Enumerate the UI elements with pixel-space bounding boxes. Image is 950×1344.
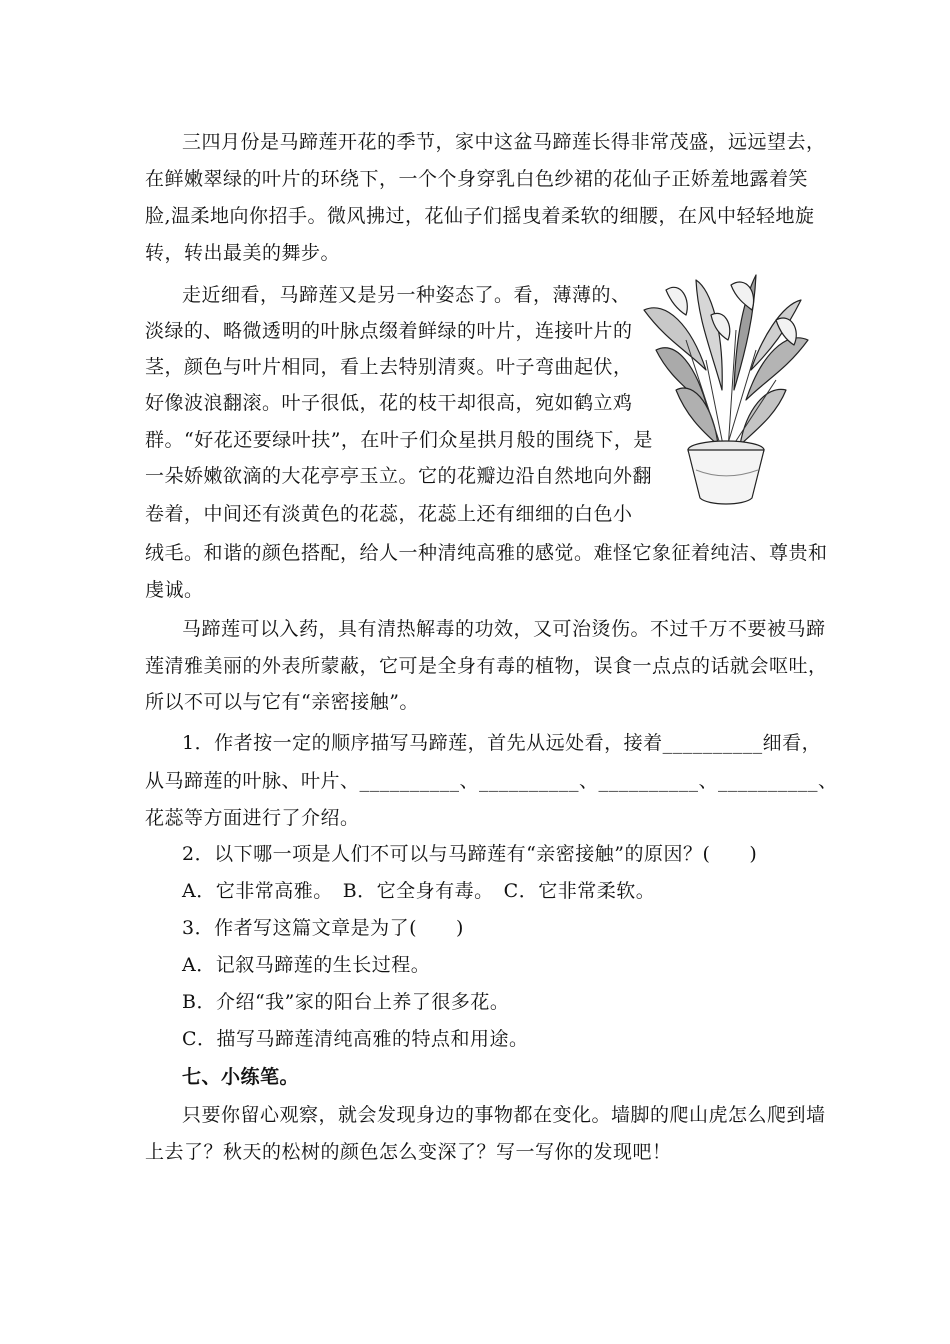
section-7-heading: 七、小练笔。	[182, 1066, 300, 1088]
passage-p2-line-6: 一朵娇嫩欲滴的大花亭亭玉立。它的花瓣边沿自然地向外翻	[145, 465, 653, 487]
question-3-option-a: A．记叙马蹄莲的生长过程。	[182, 954, 431, 976]
passage-p1-line-1: 三四月份是马蹄莲开花的季节，家中这盆马蹄莲长得非常茂盛，远远望去，	[182, 131, 826, 153]
passage-p2-line-7: 卷着，中间还有淡黄色的花蕊，花蕊上还有细细的白色小	[145, 503, 633, 525]
passage-p3-line-1: 马蹄莲可以入药，具有清热解毒的功效，又可治烫伤。不过千万不要被马蹄	[182, 618, 826, 640]
question-1-line-3: 花蕊等方面进行了介绍。	[145, 807, 360, 829]
passage-p2-line-9: 虔诚。	[145, 579, 204, 601]
question-2-stem: 2．以下哪一项是人们不可以与马蹄莲有“亲密接触”的原因？( )	[182, 843, 758, 865]
passage-p1-line-4: 转，转出最美的舞步。	[145, 242, 341, 264]
section-7-body-line-2: 上去了？秋天的松树的颜色怎么变深了？写一写你的发现吧！	[145, 1141, 672, 1163]
question-3-stem: 3．作者写这篇文章是为了( )	[182, 917, 464, 939]
question-1-line-2: 从马蹄莲的叶脉、叶片、__________、__________、__________、__________、	[145, 770, 838, 792]
passage-p2-line-2: 淡绿的、略微透明的叶脉点缀着鲜绿的叶片，连接叶片的	[145, 320, 633, 342]
potted-calla-lily-illustration	[636, 270, 816, 515]
question-3-option-c: C．描写马蹄莲清纯高雅的特点和用途。	[182, 1028, 529, 1050]
section-7-body-line-1: 只要你留心观察，就会发现身边的事物都在变化。墙脚的爬山虎怎么爬到墙	[182, 1104, 826, 1126]
passage-p2-line-1: 走近细看，马蹄莲又是另一种姿态了。看，薄薄的、	[182, 284, 631, 306]
passage-p3-line-2: 莲清雅美丽的外表所蒙蔽，它可是全身有毒的植物，误食一点点的话就会呕吐，	[145, 655, 828, 677]
question-3-option-b: B．介绍“我”家的阳台上养了很多花。	[182, 991, 510, 1013]
passage-p3-line-3: 所以不可以与它有“亲密接触”。	[145, 691, 419, 713]
question-1-line-1: 1．作者按一定的顺序描写马蹄莲，首先从远处看，接着__________细看，	[182, 732, 822, 754]
passage-p2-line-5: 群。“好花还要绿叶扶”，在叶子们众星拱月般的围绕下，是	[145, 429, 653, 451]
passage-p2-line-3: 茎，颜色与叶片相同，看上去特别清爽。叶子弯曲起伏，	[145, 356, 633, 378]
passage-p1-line-2: 在鲜嫩翠绿的叶片的环绕下，一个个身穿乳白色纱裙的花仙子正娇羞地露着笑	[145, 168, 809, 190]
question-2-options: A．它非常高雅。 B．它全身有毒。 C．它非常柔软。	[182, 880, 656, 902]
passage-p2-line-4: 好像波浪翻滚。叶子很低，花的枝干却很高，宛如鹤立鸡	[145, 392, 633, 414]
passage-p1-line-3: 脸,温柔地向你招手。微风拂过，花仙子们摇曳着柔软的细腰，在风中轻轻地旋	[145, 205, 815, 227]
passage-p2-line-8: 绒毛。和谐的颜色搭配，给人一种清纯高雅的感觉。难怪它象征着纯洁、尊贵和	[145, 542, 828, 564]
